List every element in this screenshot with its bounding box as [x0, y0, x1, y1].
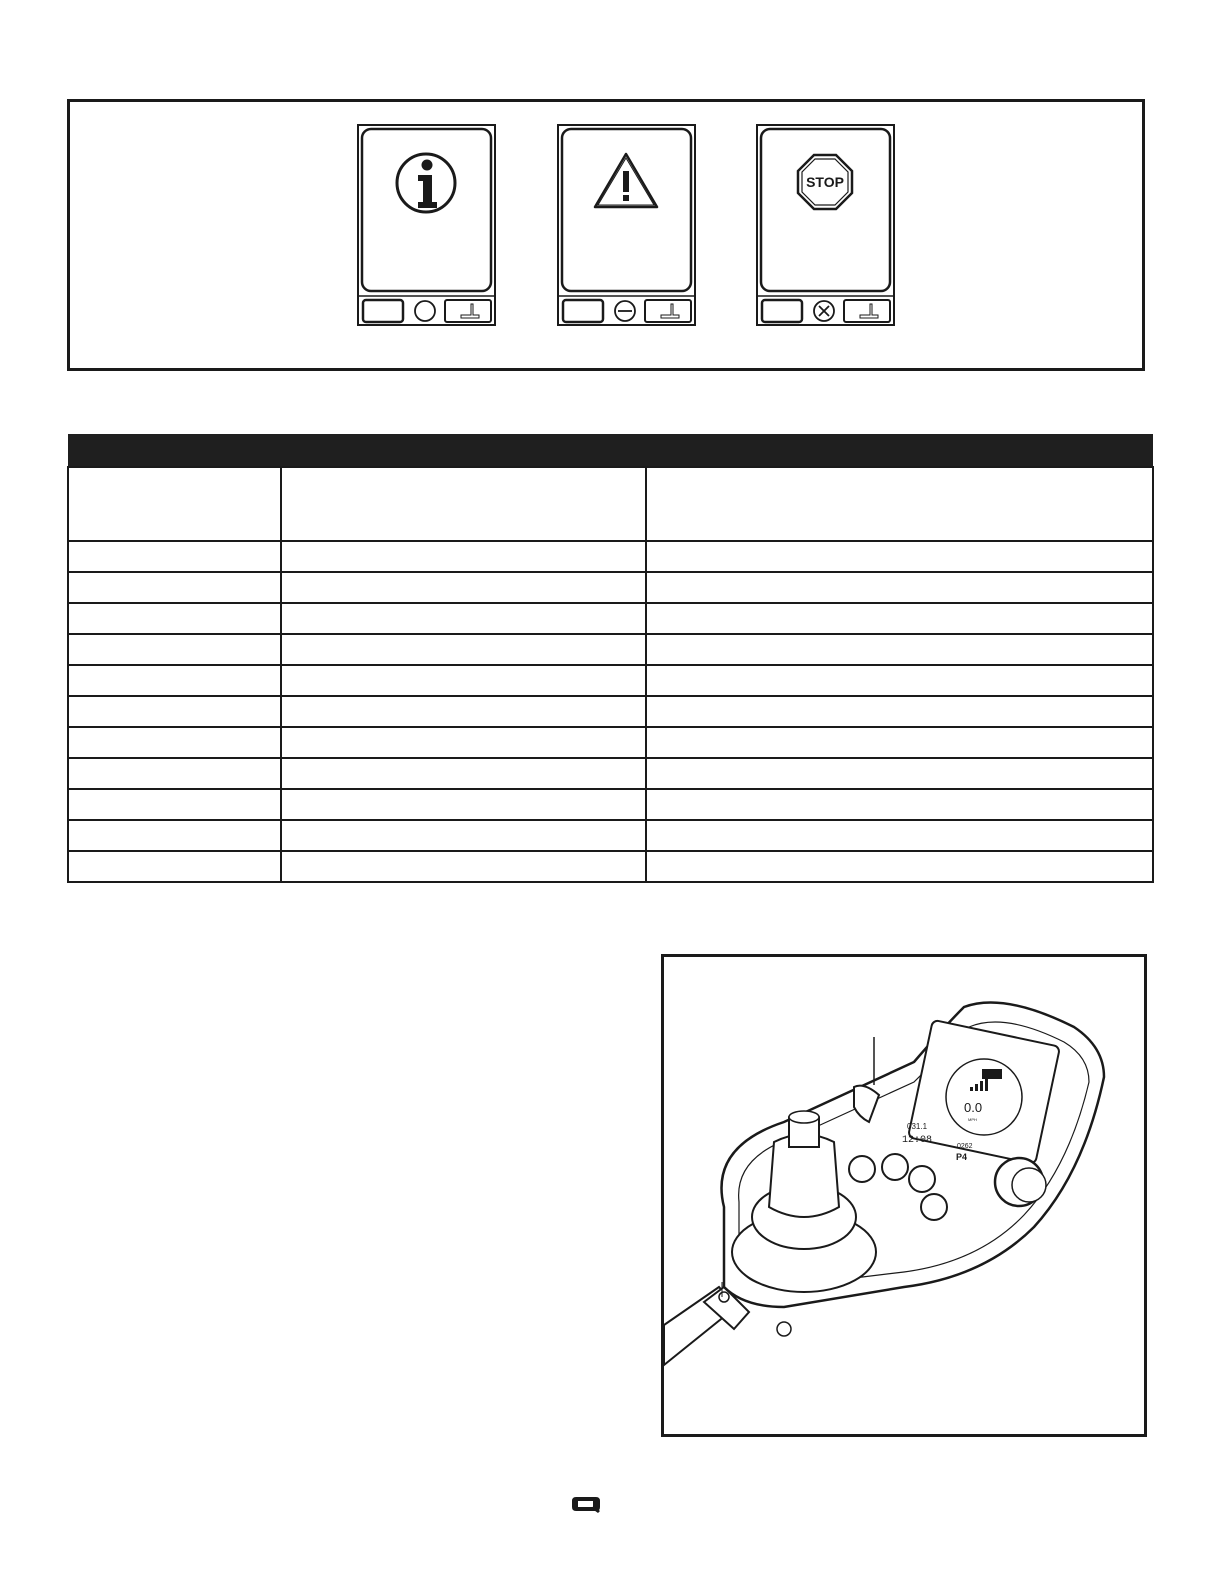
table-header: [68, 434, 1153, 466]
table-cell: [68, 727, 281, 758]
table-cell: [281, 696, 646, 727]
table-row: [68, 467, 1153, 541]
clock-readout: 12:08: [902, 1135, 933, 1146]
table-cell: [281, 820, 646, 851]
table-row: [68, 572, 1153, 603]
table-cell: [68, 789, 281, 820]
table-cell: [646, 820, 1153, 851]
table-row: [68, 727, 1153, 758]
table-cell: [281, 758, 646, 789]
status-circle-icon: [415, 301, 435, 321]
q-logo-icon: [571, 1494, 601, 1514]
table-cell: [646, 541, 1153, 572]
odometer-readout: 031.1: [907, 1122, 928, 1131]
trip-readout: 0262: [957, 1143, 973, 1150]
speed-readout: 0.0: [964, 1100, 983, 1115]
info-screen: [357, 124, 496, 326]
profile-readout: P4: [956, 1152, 968, 1162]
status-table: [67, 466, 1154, 883]
seat-icon: [844, 300, 890, 322]
mode-button[interactable]: [921, 1194, 947, 1220]
seat-icon: [645, 300, 691, 322]
table-cell: [68, 696, 281, 727]
table-row: [68, 789, 1153, 820]
table-cell: [68, 758, 281, 789]
stop-sign-text: STOP: [806, 174, 844, 190]
table-cell: [68, 634, 281, 665]
table-cell: [68, 541, 281, 572]
table-row: [68, 665, 1153, 696]
table-cell: [646, 603, 1153, 634]
table-cell: [68, 820, 281, 851]
table-cell: [281, 851, 646, 882]
table-row: [68, 851, 1153, 882]
table-row: [68, 758, 1153, 789]
seat-icon: [445, 300, 491, 322]
table-cell: [68, 603, 281, 634]
stop-sign-icon: [798, 155, 852, 209]
table-cell: [281, 467, 646, 541]
table-cell: [281, 634, 646, 665]
table-cell: [646, 467, 1153, 541]
table-cell: [646, 789, 1153, 820]
table-cell: [281, 572, 646, 603]
table-row: [68, 603, 1153, 634]
table-cell: [646, 572, 1153, 603]
speed-unit: MPH: [968, 1117, 977, 1122]
power-button[interactable]: [849, 1156, 875, 1182]
table-cell: [68, 851, 281, 882]
table-cell: [646, 634, 1153, 665]
alert-screens-figure: [67, 99, 1145, 371]
warning-screen: [557, 124, 696, 326]
table-cell: [68, 665, 281, 696]
seat-button[interactable]: [909, 1166, 935, 1192]
table-row: [68, 541, 1153, 572]
table-cell: [281, 665, 646, 696]
table-cell: [646, 665, 1153, 696]
x-circle-icon: [814, 301, 834, 321]
table-row: [68, 696, 1153, 727]
table-cell: [68, 467, 281, 541]
table-cell: [281, 727, 646, 758]
joystick-controller-figure: [661, 954, 1147, 1437]
table-cell: [281, 603, 646, 634]
table-cell: [646, 851, 1153, 882]
table-row: [68, 634, 1153, 665]
table-cell: [646, 727, 1153, 758]
table-cell: [281, 789, 646, 820]
menu-button[interactable]: [882, 1154, 908, 1180]
table-cell: [646, 758, 1153, 789]
table-row: [68, 820, 1153, 851]
table-cell: [281, 541, 646, 572]
table-cell: [68, 572, 281, 603]
minus-circle-icon: [615, 301, 635, 321]
table-cell: [646, 696, 1153, 727]
stop-screen: [756, 124, 895, 326]
